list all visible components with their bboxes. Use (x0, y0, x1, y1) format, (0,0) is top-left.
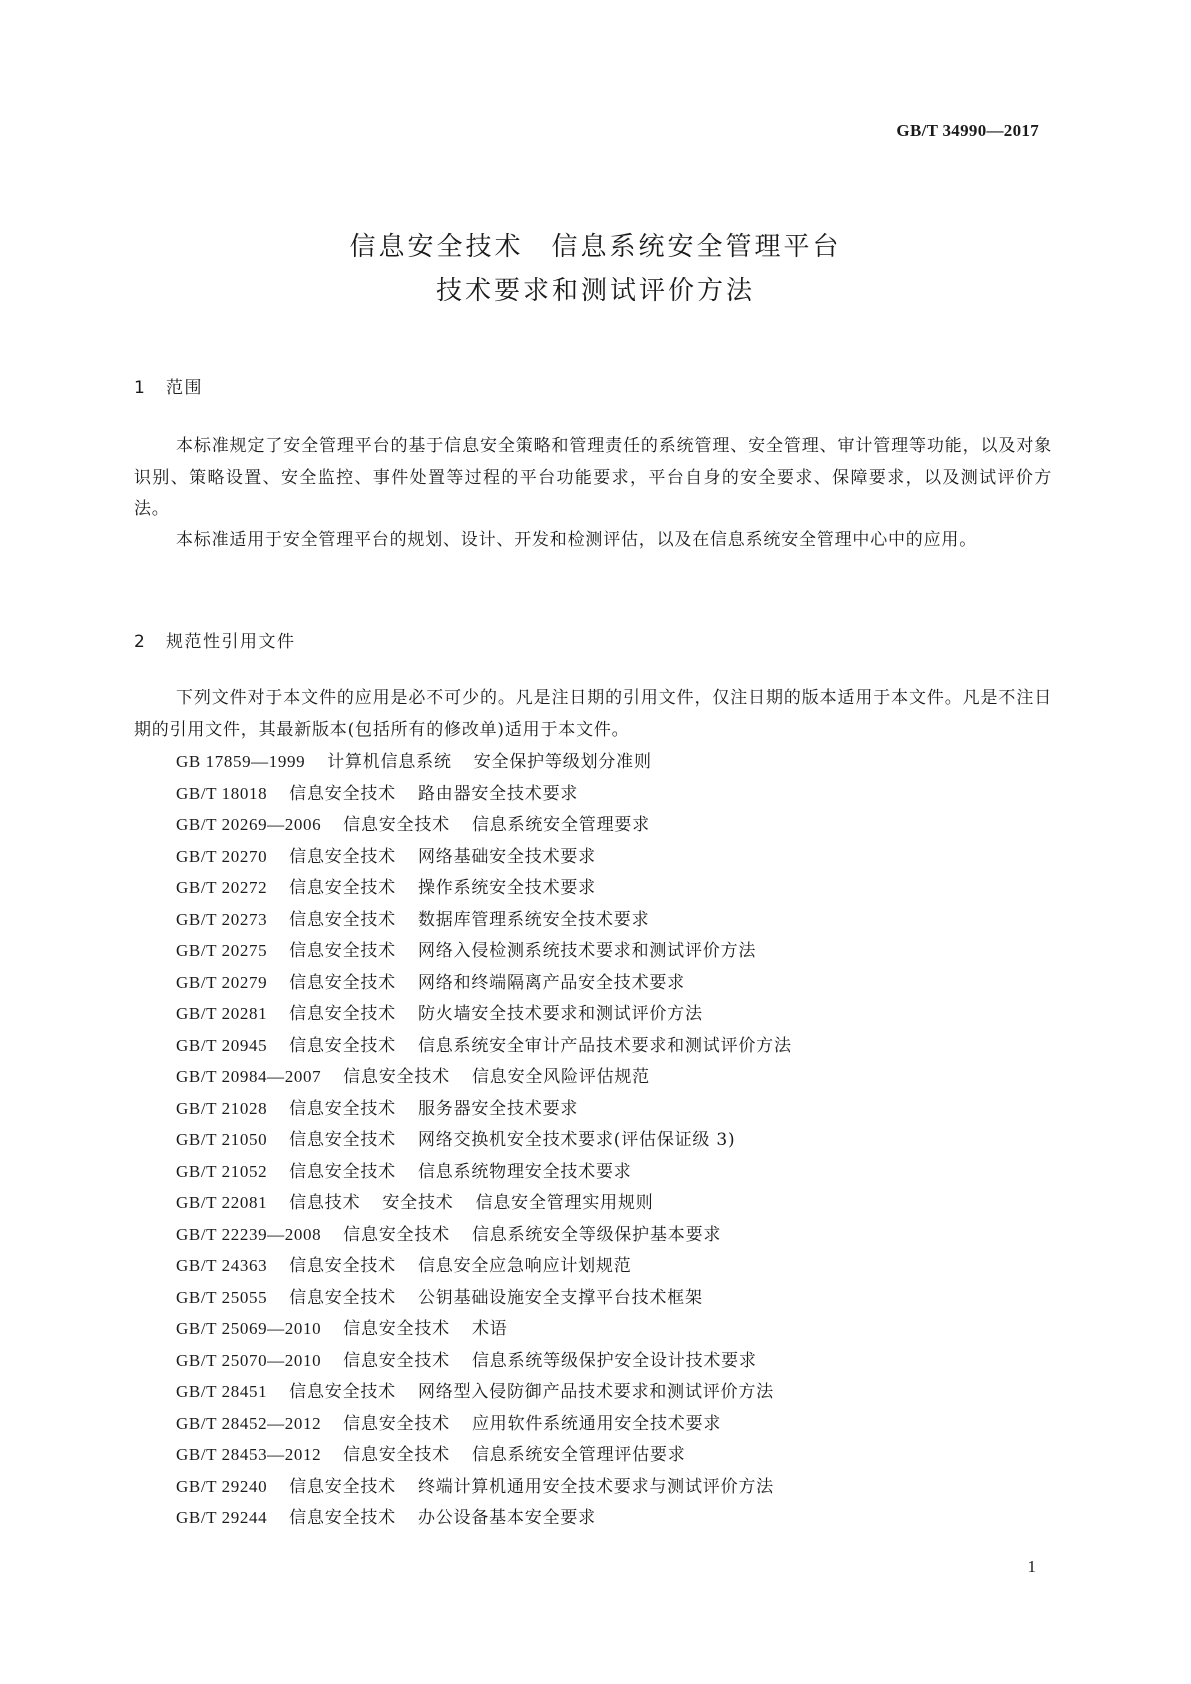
scope-paragraph-2: 本标准适用于安全管理平台的规划、设计、开发和检测评估，以及在信息系统安全管理中心中的应用。 (176, 530, 977, 550)
reference-title-part: 信息安全技术 (289, 1476, 396, 1497)
reference-title-part: 信息安全技术 (289, 1161, 396, 1182)
reference-title-part: 办公设备基本安全要求 (417, 1508, 596, 1528)
reference-title-part: 信息安全技术 (343, 1319, 450, 1339)
reference-title-part: 信息安全技术 (289, 909, 396, 930)
reference-title-part: 信息安全技术 (289, 783, 396, 804)
reference-title-part: 信息安全技术 (289, 1256, 396, 1276)
reference-title-part: 信息系统安全管理评估要求 (471, 1445, 686, 1465)
section-2-number: 2 (134, 632, 147, 652)
reference-item (176, 1093, 792, 1125)
reference-title-part: 路由器安全技术要求 (417, 783, 579, 804)
reference-title-part: 操作系统安全技术要求 (417, 878, 596, 898)
reference-code: GB/T 20269—2006 (176, 815, 322, 834)
section-1-heading (134, 373, 203, 398)
reference-title-part: 信息安全技术 (289, 941, 396, 961)
reference-title-part: 信息安全技术 (289, 1004, 396, 1024)
reference-title-part: 信息安全技术 (289, 972, 396, 993)
section-2-title: 规范性引用文件 (166, 632, 296, 652)
reference-code: GB/T 25069—2010 (176, 1319, 322, 1338)
reference-title-part: 信息安全应急响应计划规范 (417, 1256, 632, 1276)
reference-title-part: 信息安全技术 (289, 846, 396, 867)
reference-code: GB/T 20984—2007 (176, 1067, 322, 1086)
reference-item (176, 998, 792, 1030)
reference-title-part: 信息安全技术 (289, 1098, 396, 1119)
reference-list (176, 746, 792, 1534)
reference-code: GB 17859—1999 (176, 752, 306, 771)
reference-code: GB/T 28453—2012 (176, 1445, 322, 1464)
reference-title-part: 信息安全风险评估规范 (471, 1067, 650, 1087)
document-title-line-1 (0, 228, 1191, 266)
reference-title-part: 网络基础安全技术要求 (417, 846, 596, 867)
reference-title-part: 信息安全技术 (289, 1130, 396, 1150)
reference-title-part: 数据库管理系统安全技术要求 (417, 909, 650, 930)
reference-item (176, 1345, 792, 1377)
reference-code: GB/T 20279 (176, 972, 268, 992)
reference-code: GB/T 28451 (176, 1382, 268, 1401)
reference-code: GB/T 25070—2010 (176, 1350, 322, 1370)
reference-code: GB/T 21028 (176, 1098, 268, 1118)
section-1-number: 1 (134, 378, 147, 398)
reference-item (176, 809, 792, 841)
reference-item (176, 1408, 792, 1440)
reference-code: GB/T 21050 (176, 1130, 268, 1149)
reference-item (176, 1219, 792, 1251)
reference-item (176, 841, 792, 873)
reference-item (176, 1502, 792, 1534)
reference-title-part: 信息安全技术 (289, 1382, 396, 1402)
reference-item (176, 778, 792, 810)
reference-title-part: 信息系统安全等级保护基本要求 (471, 1224, 722, 1245)
reference-item (176, 1439, 792, 1471)
reference-title-part: 信息安全技术 (289, 1508, 396, 1528)
reference-item (176, 967, 792, 999)
reference-code: GB/T 20275 (176, 941, 268, 960)
reference-title-part: 信息安全技术 (289, 1287, 396, 1308)
reference-code: GB/T 20945 (176, 1035, 268, 1055)
page-number: 1 (1027, 1557, 1036, 1576)
reference-title-part: 网络入侵检测系统技术要求和测试评价方法 (417, 941, 757, 961)
reference-code: GB/T 22239—2008 (176, 1224, 322, 1244)
reference-title-part: 信息技术 (289, 1193, 361, 1213)
reference-code: GB/T 20272 (176, 878, 268, 897)
reference-title-part: 信息安全技术 (289, 1035, 396, 1056)
reference-title-part: 信息系统安全审计产品技术要求和测试评价方法 (417, 1035, 792, 1056)
reference-title-part: 信息系统安全管理要求 (471, 815, 650, 835)
reference-title-part: 信息系统等级保护安全设计技术要求 (471, 1350, 757, 1371)
reference-title-part: 安全保护等级划分准则 (473, 752, 652, 772)
reference-item (176, 872, 792, 904)
reference-code: GB/T 25055 (176, 1287, 268, 1307)
reference-code: GB/T 20270 (176, 846, 268, 866)
reference-code: GB/T 18018 (176, 783, 268, 803)
reference-item (176, 1250, 792, 1282)
reference-title-part: 信息安全技术 (289, 878, 396, 898)
reference-item (176, 1156, 792, 1188)
reference-item (176, 1282, 792, 1314)
reference-title-part: 网络型入侵防御产品技术要求和测试评价方法 (417, 1382, 774, 1402)
reference-item (176, 1376, 792, 1408)
reference-title-part: 信息系统物理安全技术要求 (417, 1161, 632, 1182)
title-part-2: 信息系统安全管理平台 (551, 232, 842, 262)
reference-item (176, 1030, 792, 1062)
standard-code: GB/T 34990—2017 (896, 121, 1039, 140)
reference-title-part: 网络交换机安全技术要求(评估保证级 3) (417, 1130, 736, 1150)
reference-code: GB/T 22081 (176, 1193, 268, 1212)
reference-title-part: 公钥基础设施安全支撑平台技术框架 (417, 1287, 703, 1308)
reference-item (176, 935, 792, 967)
reference-title-part: 安全技术 (382, 1193, 454, 1213)
reference-title-part: 计算机信息系统 (327, 752, 452, 772)
reference-code: GB/T 21052 (176, 1161, 268, 1181)
reference-title-part: 信息安全技术 (343, 1067, 450, 1087)
reference-title-part: 信息安全技术 (343, 1224, 450, 1245)
section-1-title: 范围 (166, 378, 203, 398)
reference-code: GB/T 24363 (176, 1256, 268, 1275)
reference-code: GB/T 29244 (176, 1508, 268, 1527)
references-intro: 下列文件对于本文件的应用是必不可少的。凡是注日期的引用文件，仅注日期的版本适用于本文件。凡是不注日期的引用文件，其最新版本(包括所有的修改单)适用于本文件。 (134, 688, 1052, 740)
reference-title-part: 网络和终端隔离产品安全技术要求 (417, 972, 685, 993)
reference-title-part: 信息安全技术 (343, 1445, 450, 1465)
scope-paragraph-1: 本标准规定了安全管理平台的基于信息安全策略和管理责任的系统管理、安全管理、审计管理等功能，以及对象识别、策略设置、安全监控、事件处置等过程的平台功能要求，平台自身的安全要求、保障要求，以及测试评价方法。 (134, 436, 1052, 519)
reference-item (176, 1471, 792, 1503)
reference-item (176, 904, 792, 936)
reference-item (176, 1124, 792, 1156)
document-title-line-2: 技术要求和测试评价方法 (435, 276, 755, 306)
reference-item (176, 1187, 792, 1219)
reference-title-part: 终端计算机通用安全技术要求与测试评价方法 (417, 1476, 774, 1497)
reference-title-part: 防火墙安全技术要求和测试评价方法 (417, 1004, 703, 1024)
reference-title-part: 术语 (471, 1319, 508, 1339)
reference-item (176, 746, 792, 778)
reference-title-part: 信息安全技术 (343, 1413, 450, 1434)
title-part-1: 信息安全技术 (349, 232, 524, 262)
reference-code: GB/T 20281 (176, 1004, 268, 1023)
reference-code: GB/T 28452—2012 (176, 1413, 322, 1433)
reference-code: GB/T 29240 (176, 1476, 268, 1496)
reference-item (176, 1313, 792, 1345)
reference-item (176, 1061, 792, 1093)
reference-title-part: 信息安全管理实用规则 (475, 1193, 654, 1213)
reference-title-part: 服务器安全技术要求 (417, 1098, 579, 1119)
reference-code: GB/T 20273 (176, 909, 268, 929)
reference-title-part: 信息安全技术 (343, 1350, 450, 1371)
reference-title-part: 应用软件系统通用安全技术要求 (471, 1413, 722, 1434)
reference-title-part: 信息安全技术 (343, 815, 450, 835)
section-2-heading (134, 627, 296, 652)
